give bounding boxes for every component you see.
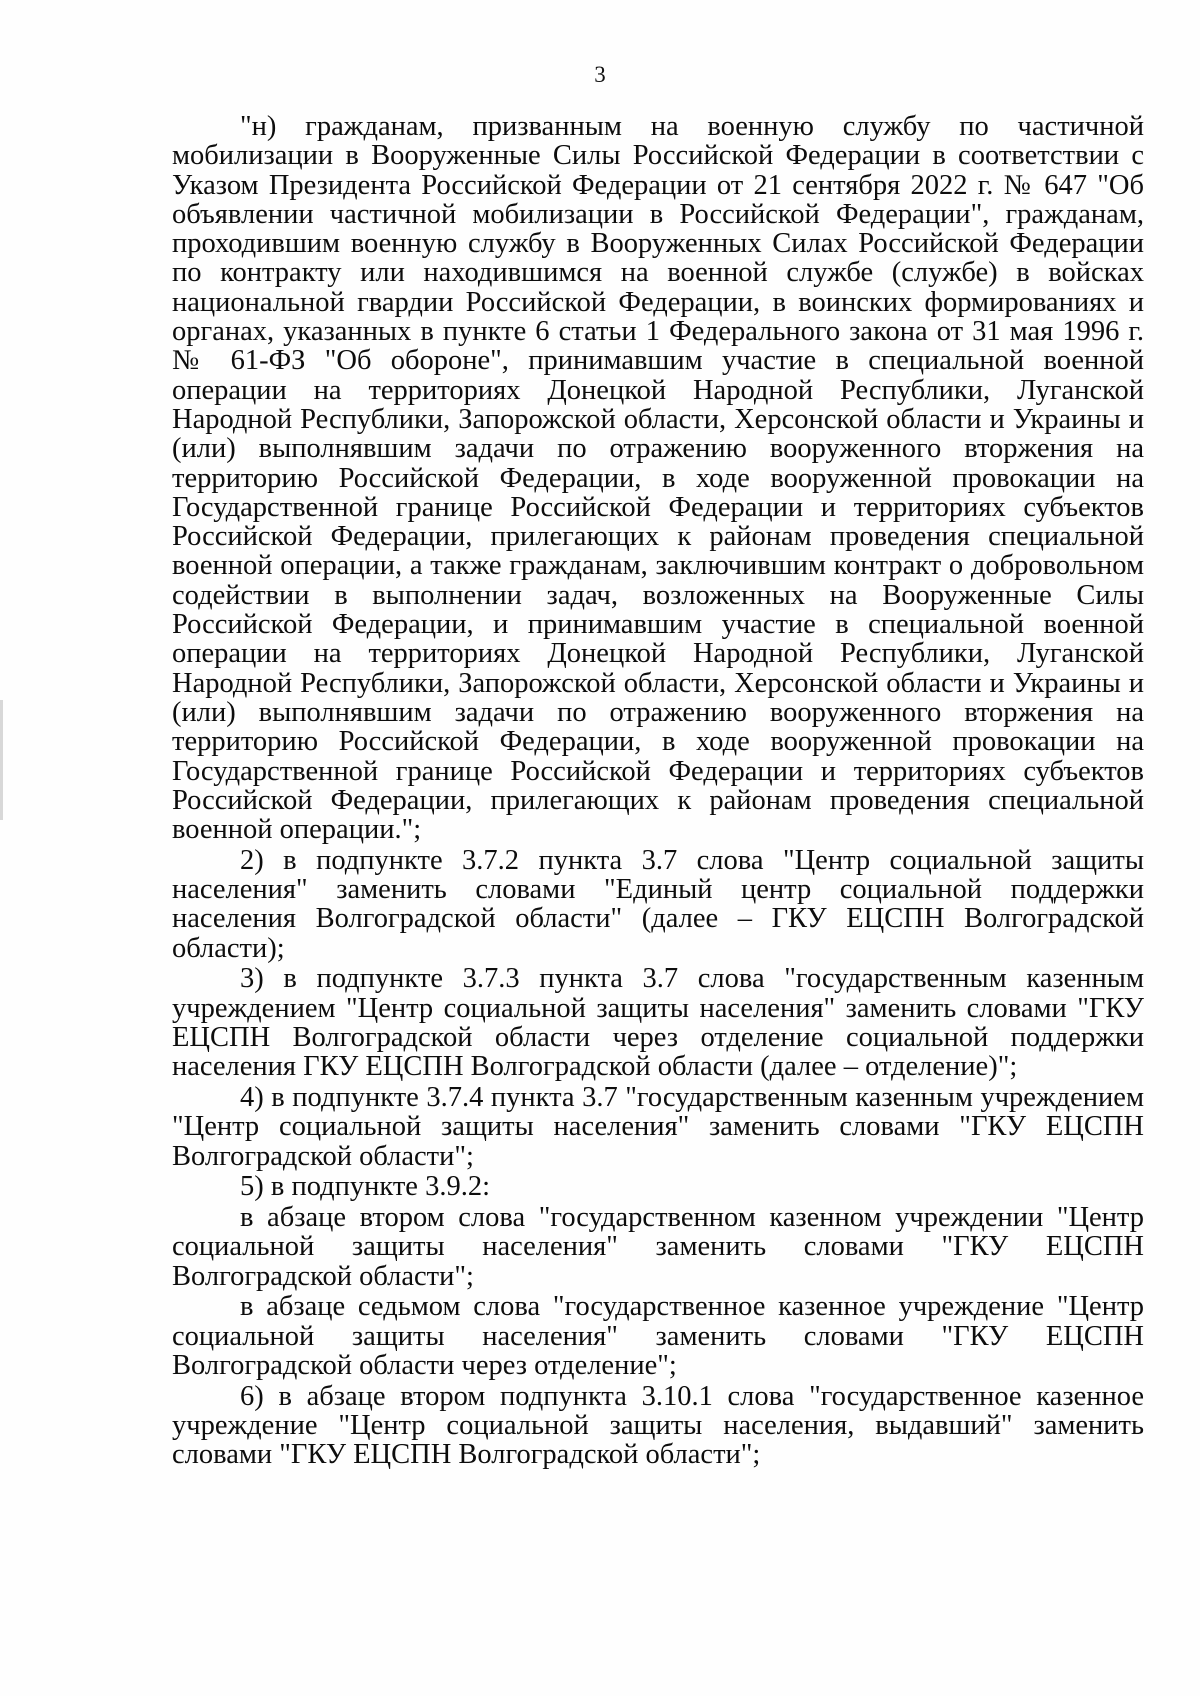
paragraph-item-2: 2) в подпункте 3.7.2 пункта 3.7 слова "Центр социальной защиты населения" заменить словами "Единый центр социальной поддержки населения Волгоградской области" (далее – ГКУ ЕЦСПН Волгоградской области); xyxy=(172,844,1144,964)
scan-edge-mark xyxy=(0,700,3,820)
paragraph-item-4: 4) в подпункте 3.7.4 пункта 3.7 "государственным казенным учреждением "Центр социальной защиты населения" заменить словами "ГКУ ЕЦСПН Волгоградской области"; xyxy=(172,1081,1144,1172)
paragraph-item-n: "н) гражданам, призванным на военную службу по частичной мобилизации в Вооруженные Силы Российской Федерации в соответствии с Указом Президента Российской Федерации от 21 сентября 2022 г. № 647 "Об объявлении частичной мобилизации в Российской Федерации", гражданам, проходившим военную службу в Вооруженных Силах Российской Федерации по контракту или находившимся на военной службе (службе) в войсках национальной гвардии Российской Федерации, в воинских формированиях и органах, указанных в пункте 6 статьи 1 Федерального закона от 31 мая 1996 г. № 61-ФЗ "Об обороне", принимавшим участие в специальной военной операции на территориях Донецкой Народной Республики, Луганской Народной Республики, Запорожской области, Херсонской области и Украины и (или) выполнявшим задачи по отражению вооруженного вторжения на территорию Российской Федерации, в ходе вооруженной провокации на Государственной границе Российской Федерации и территориях субъектов Российской Федерации, прилегающих к районам проведения специальной военной операции, а также гражданам, заключившим контракт о добровольном содействии в выполнении задач, возложенных на Вооруженные Силы Российской Федерации, и принимавшим участие в специальной военной операции на территориях Донецкой Народной Республики, Луганской Народной Республики, Запорожской области, Херсонской области и Украины и (или) выполнявшим задачи по отражению вооруженного вторжения на территорию Российской Федерации, в ходе вооруженной провокации на Государственной границе Российской Федерации и территориях субъектов Российской Федерации, прилегающих к районам проведения специальной военной операции."; xyxy=(172,111,1144,846)
paragraph-item-6: 6) в абзаце втором подпункта 3.10.1 слова "государственное казенное учреждение "Центр социальной защиты населения, выдавший" заменить словами "ГКУ ЕЦСПН Волгоградской области"; xyxy=(172,1380,1144,1471)
paragraph-item-3: 3) в подпункте 3.7.3 пункта 3.7 слова "государственным казенным учреждением "Центр социальной защиты населения" заменить словами "ГКУ ЕЦСПН Волгоградской области через отделение социальной поддержки населения ГКУ ЕЦСПН Волгоградской области (далее – отделение)"; xyxy=(172,963,1144,1083)
page-number: 3 xyxy=(594,62,606,87)
document-body xyxy=(172,112,1144,1471)
paragraph-item-5-abzac-7: в абзаце седьмом слова "государственное казенное учреждение "Центр социальной защиты населения" заменить словами "ГКУ ЕЦСПН Волгоградской области через отделение"; xyxy=(172,1291,1144,1381)
paragraph-item-5: 5) в подпункте 3.9.2: xyxy=(240,1171,491,1203)
paragraph-item-5-abzac-2: в абзаце втором слова "государственном казенном учреждении "Центр социальной защиты населения" заменить словами "ГКУ ЕЦСПН Волгоградской области"; xyxy=(172,1201,1144,1292)
